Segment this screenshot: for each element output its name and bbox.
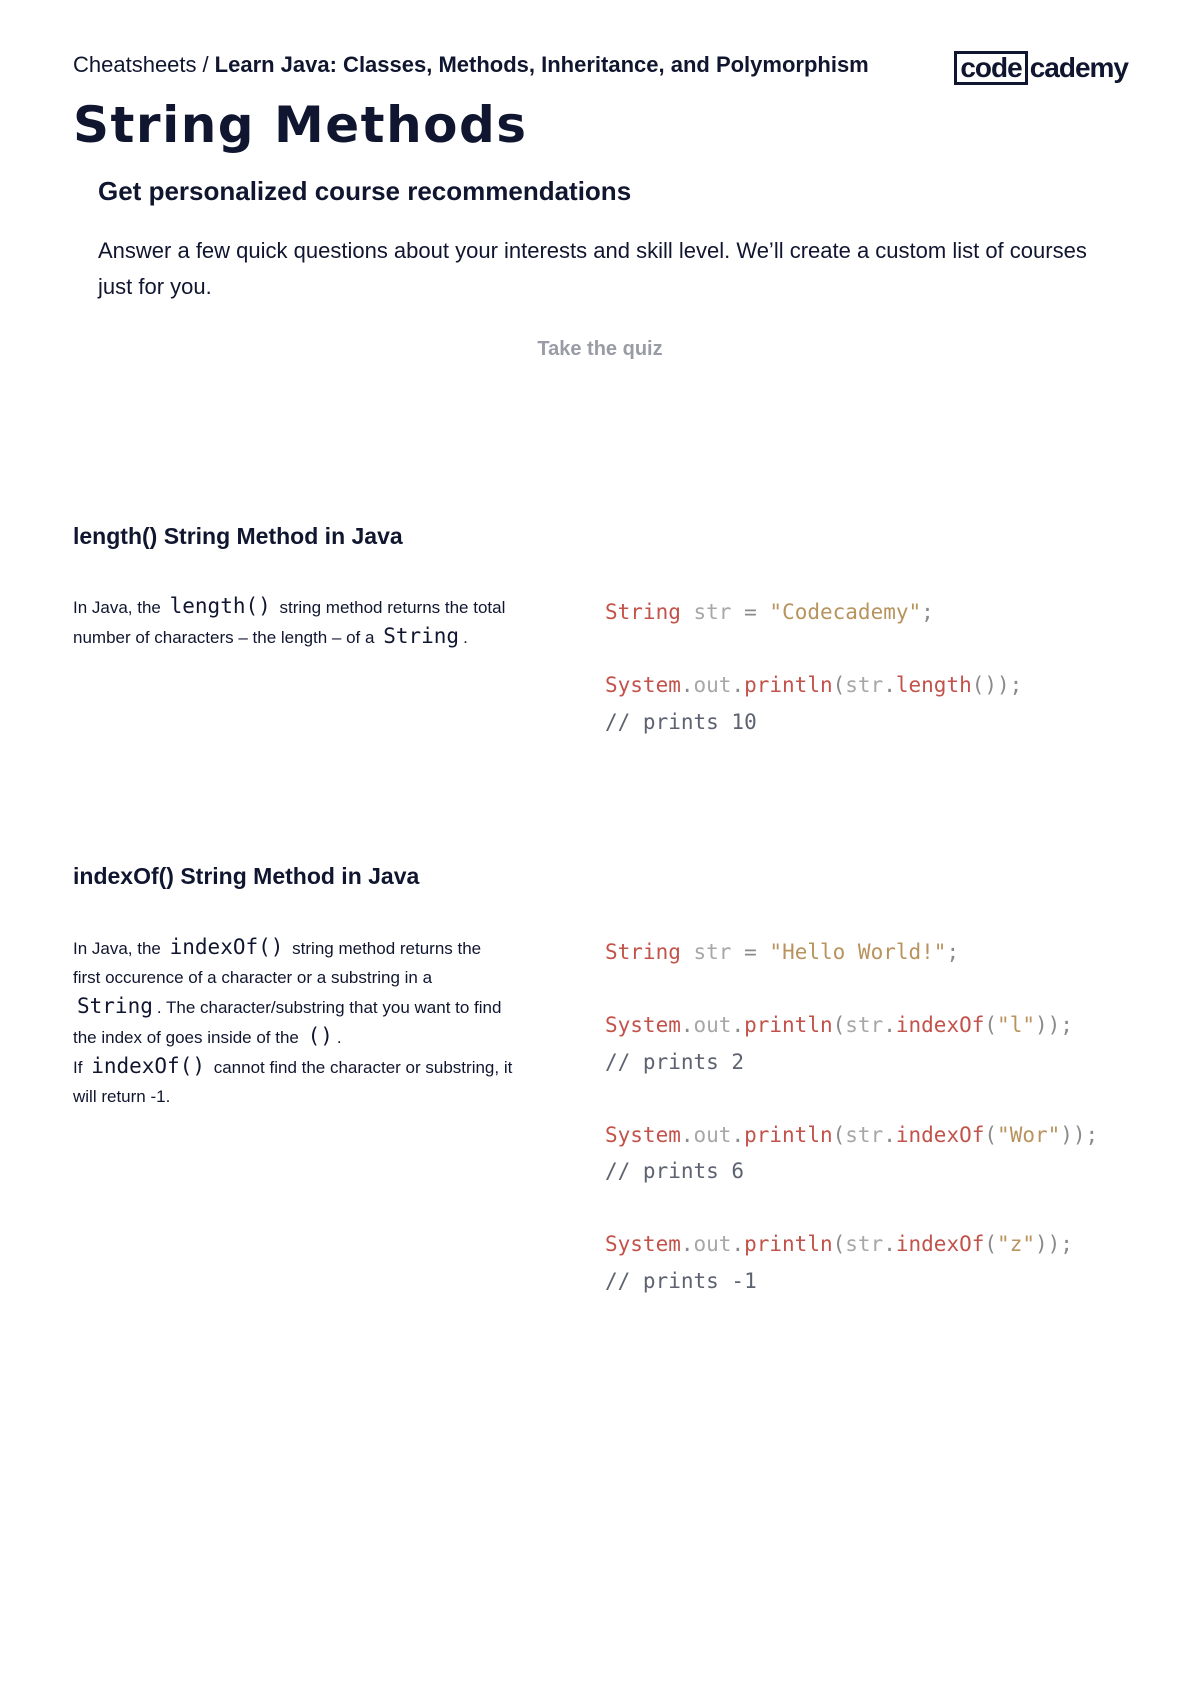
code-block-length: String str = "Codecademy"; System.out.println(str.length()); // prints 10 xyxy=(605,600,1023,734)
inline-code: () xyxy=(307,1024,333,1048)
desc-text: In Java, the xyxy=(73,598,161,617)
promo-title: Get personalized course recommendations xyxy=(98,176,632,206)
desc-text: In Java, the xyxy=(73,939,161,958)
page-title: String Methods xyxy=(73,96,528,154)
breadcrumb-course-title[interactable]: Learn Java: Classes, Methods, Inheritance, and Polymorphism xyxy=(214,52,869,77)
logo-code-box: code xyxy=(954,51,1027,85)
section-desc-length xyxy=(73,592,513,652)
breadcrumb-cheatsheets-link[interactable]: Cheatsheets xyxy=(73,52,197,77)
desc-text: . xyxy=(463,628,468,647)
codecademy-logo[interactable] xyxy=(954,50,1128,86)
desc-text: string method returns the total number of characters – the length – of a xyxy=(73,598,506,647)
inline-code: length() xyxy=(169,594,271,618)
desc-text: If xyxy=(73,1058,83,1077)
take-quiz-button[interactable]: Take the quiz xyxy=(500,338,700,361)
breadcrumb-separator: / xyxy=(202,52,209,77)
inline-code: indexOf() xyxy=(91,1054,205,1078)
promo-text: Answer a few quick questions about your interests and skill level. We’ll create a custom list of courses just for you. xyxy=(98,238,1087,299)
section-title-length: length() String Method in Java xyxy=(73,523,403,549)
inline-code: String xyxy=(383,624,460,648)
header xyxy=(73,50,1128,90)
inline-code: String xyxy=(77,994,153,1018)
desc-text: cannot find the character or substring, it will return -1. xyxy=(73,1058,513,1106)
desc-text: . The character/substring that you want to find the index of goes inside of the xyxy=(73,998,502,1047)
desc-text: string method returns the first occurence of a character or a substring in a xyxy=(73,939,482,987)
breadcrumb xyxy=(73,52,869,78)
desc-text: . xyxy=(336,1028,342,1047)
logo-cademy-text: cademy xyxy=(1029,52,1128,83)
inline-code: indexOf() xyxy=(169,935,284,959)
section-desc-indexof xyxy=(73,933,513,1111)
promo-panel xyxy=(98,176,1098,305)
section-title-indexof: indexOf() String Method in Java xyxy=(73,863,420,889)
code-block-indexof: String str = "Hello World!"; System.out.println(str.indexOf("l")); // prints 2 System.out.println(str.indexOf("Wor")); // prints 6 System.out.println(str.indexOf("z")); // prints -1 xyxy=(605,940,1099,1293)
